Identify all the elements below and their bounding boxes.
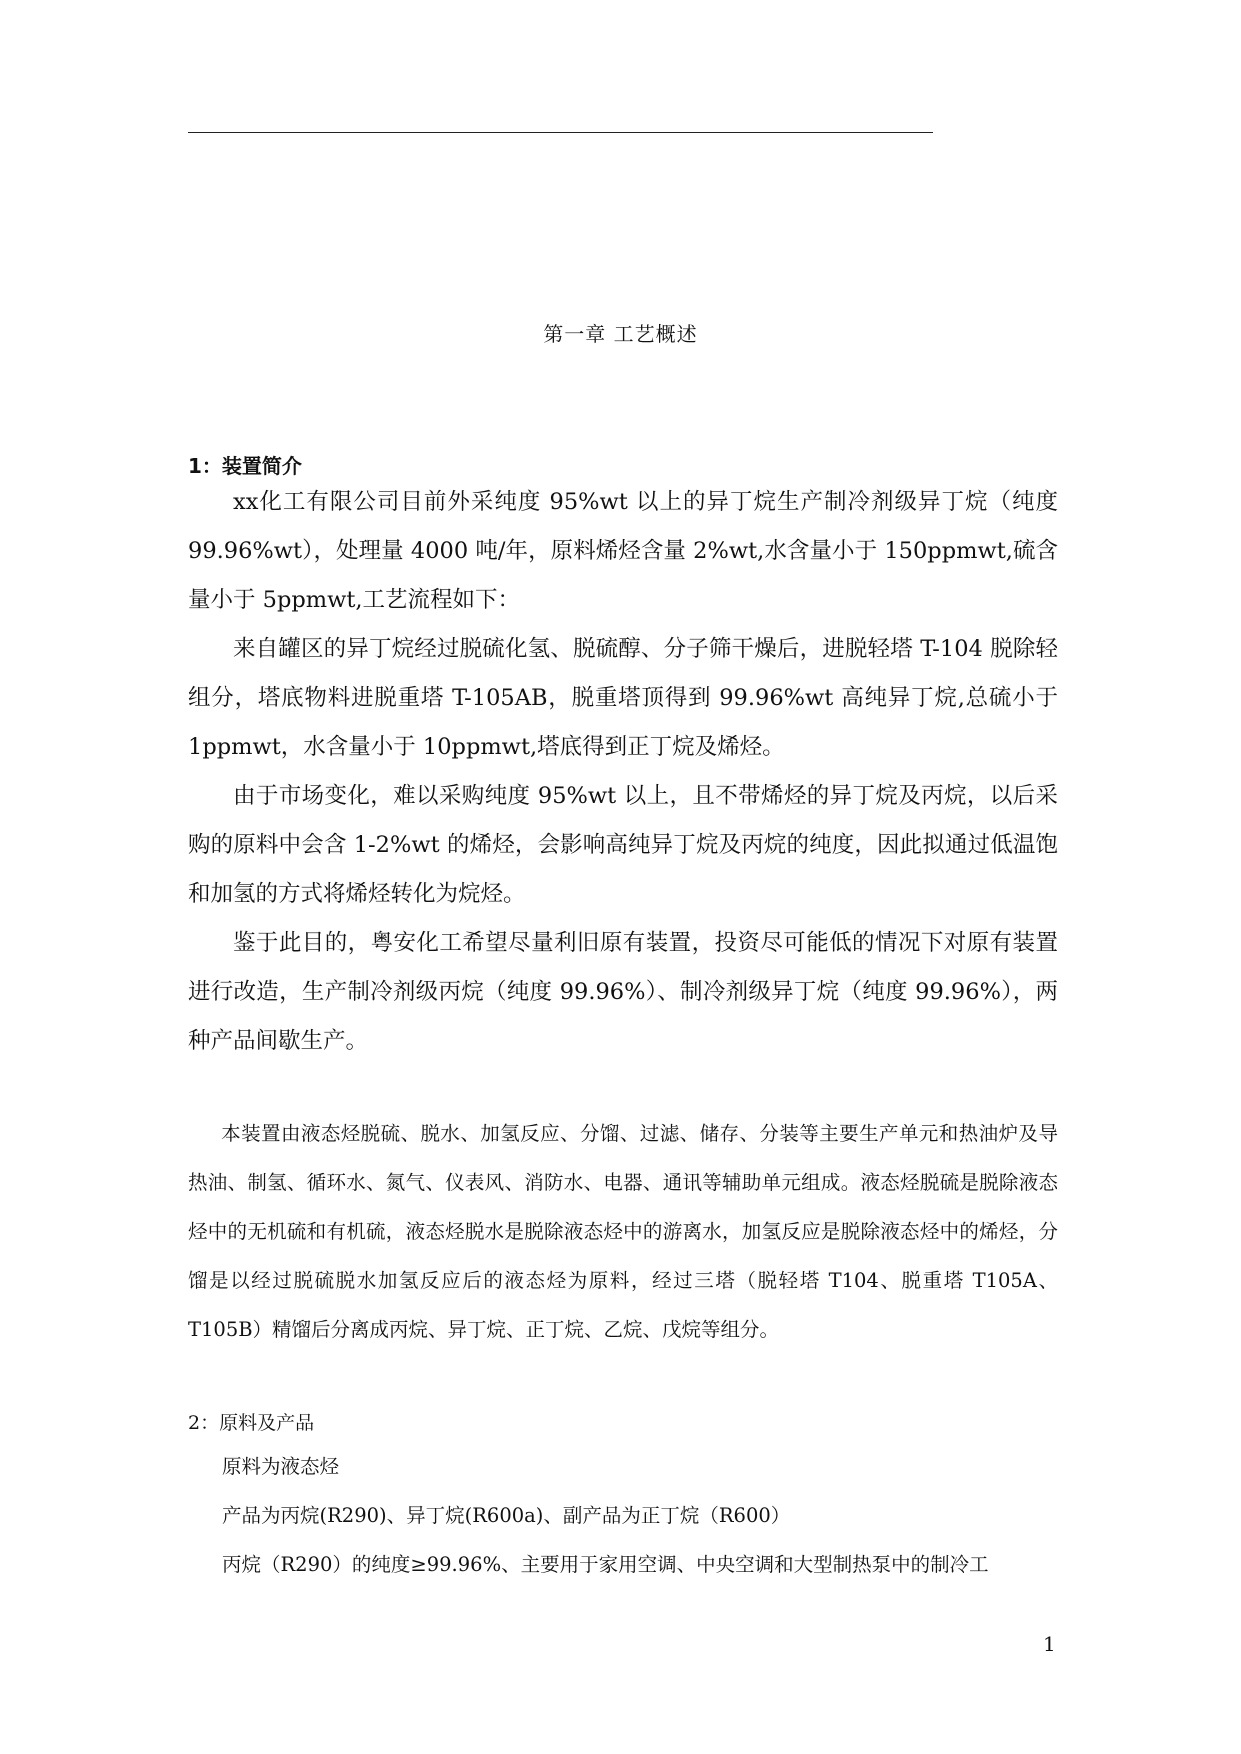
list-item: 产品为丙烷(R290)、异丁烷(R600a)、副产品为正丁烷（R600） xyxy=(222,1504,791,1527)
list-item: 丙烷（R290）的纯度≥99.96%、主要用于家用空调、中央空调和大型制热泵中的制冷工 xyxy=(222,1553,989,1576)
section-heading-2: 2：原料及产品 xyxy=(188,1412,315,1434)
header-rule xyxy=(188,132,933,133)
section1-body xyxy=(188,478,1058,1066)
list-item: 原料为液态烃 xyxy=(222,1455,340,1478)
section-heading-1: 1：装置简介 xyxy=(188,454,302,478)
paragraph: 由于市场变化，难以采购纯度 95%wt 以上，且不带烯烃的异丁烷及丙烷，以后采购的原料中会含 1-2%wt 的烯烃，会影响高纯异丁烷及丙烷的纯度，因此拟通过低温饱和加氢的方式将烯烃转化为烷烃。 xyxy=(188,783,1058,907)
chapter-title: 第一章 工艺概述 xyxy=(543,322,698,346)
paragraph: 鉴于此目的，粤安化工希望尽量利旧原有装置，投资尽可能低的情况下对原有装置进行改造，生产制冷剂级丙烷（纯度 99.96%）、制冷剂级异丁烷（纯度 99.96%），两种产品间歇生产。 xyxy=(188,930,1058,1054)
unit-description xyxy=(188,1109,1058,1354)
paragraph: 来自罐区的异丁烷经过脱硫化氢、脱硫醇、分子筛干燥后，进脱轻塔 T-104 脱除轻组分，塔底物料进脱重塔 T-105AB，脱重塔顶得到 99.96%wt 高纯异丁烷,总硫小于 1ppmwt，水含量小于 10ppmwt,塔底得到正丁烷及烯烃。 xyxy=(188,636,1058,760)
paragraph: 本装置由液态烃脱硫、脱水、加氢反应、分馏、过滤、储存、分装等主要生产单元和热油炉及导热油、制氢、循环水、氮气、仪表风、消防水、电器、通讯等辅助单元组成。液态烃脱硫是脱除液态烃中的无机硫和有机硫，液态烃脱水是脱除液态烃中的游离水，加氢反应是脱除液态烃中的烯烃，分馏是以经过脱硫脱水加氢反应后的液态烃为原料，经过三塔（脱轻塔 T104、脱重塔 T105A、T105B）精馏后分离成丙烷、异丁烷、正丁烷、乙烷、戊烷等组分。 xyxy=(188,1122,1058,1341)
materials-list xyxy=(222,1442,1062,1589)
paragraph: xx化工有限公司目前外采纯度 95%wt 以上的异丁烷生产制冷剂级异丁烷（纯度 99.96%wt），处理量 4000 吨/年，原料烯烃含量 2%wt,水含量小于 150ppmwt,硫含量小于 5ppmwt,工艺流程如下： xyxy=(188,489,1058,613)
page-number: 1 xyxy=(1043,1632,1056,1656)
